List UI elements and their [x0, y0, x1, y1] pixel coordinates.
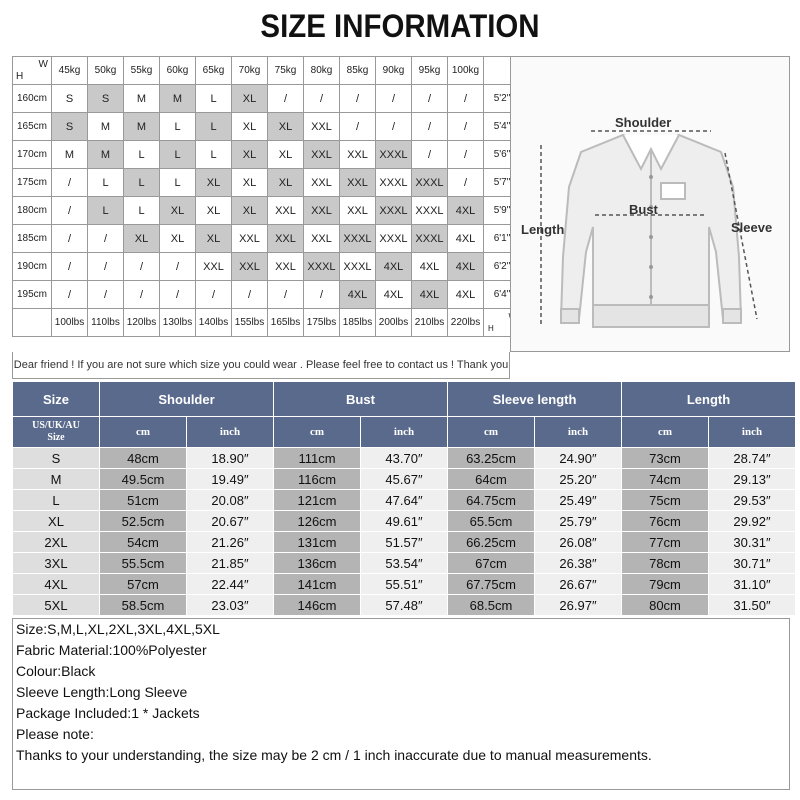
size-cell: L: [196, 113, 232, 141]
measurement-cell: 45.67″: [361, 469, 448, 490]
measurement-cell: 29.92″: [709, 511, 796, 532]
size-cell: XXL: [304, 169, 340, 197]
product-info: [12, 618, 790, 790]
size-cell: /: [340, 85, 376, 113]
size-cell: 4XL: [448, 253, 484, 281]
measurement-cell: 131cm: [274, 532, 361, 553]
page-title: SIZE INFORMATION: [260, 8, 540, 44]
height-cm: 160cm: [13, 85, 52, 113]
measurement-cell: 76cm: [622, 511, 709, 532]
size-cell: L: [160, 141, 196, 169]
size-label: S: [13, 448, 100, 469]
grid-lbs-row: [13, 309, 521, 337]
size-cell: /: [160, 253, 196, 281]
size-cell: XXL: [304, 141, 340, 169]
weight-lbs: 210lbs: [412, 309, 448, 337]
measurement-cell: 18.90″: [187, 448, 274, 469]
size-cell: XL: [232, 169, 268, 197]
measurement-cell: 63.25cm: [448, 448, 535, 469]
height-cm: 170cm: [13, 141, 52, 169]
size-cell: XXXL: [340, 253, 376, 281]
unit-header: cm: [274, 417, 361, 448]
size-cell: XXXL: [412, 169, 448, 197]
size-cell: XXL: [268, 225, 304, 253]
measurement-cell: 51.57″: [361, 532, 448, 553]
size-cell: /: [412, 85, 448, 113]
measurement-cell: 121cm: [274, 490, 361, 511]
info-line: Colour:Black: [16, 663, 96, 679]
size-cell: L: [196, 85, 232, 113]
measurement-cell: 75cm: [622, 490, 709, 511]
measurement-cell: 52.5cm: [100, 511, 187, 532]
measurement-cell: 136cm: [274, 553, 361, 574]
measurement-cell: 67.75cm: [448, 574, 535, 595]
size-cell: M: [124, 85, 160, 113]
measurement-cell: 141cm: [274, 574, 361, 595]
grid-row: [13, 141, 521, 169]
grid-row: [13, 85, 521, 113]
size-cell: /: [412, 141, 448, 169]
length-label: Length: [521, 222, 565, 237]
grid-row: [13, 169, 521, 197]
size-cell: /: [232, 281, 268, 309]
size-cell: 4XL: [412, 253, 448, 281]
measurement-cell: 57cm: [100, 574, 187, 595]
size-cell: XL: [196, 197, 232, 225]
size-cell: /: [268, 281, 304, 309]
size-cell: L: [160, 113, 196, 141]
size-cell: L: [124, 197, 160, 225]
size-cell: /: [196, 281, 232, 309]
height-cm: 165cm: [13, 113, 52, 141]
size-cell: XL: [160, 225, 196, 253]
size-cell: XL: [268, 169, 304, 197]
info-line: Thanks to your understanding, the size may be 2 cm / 1 inch inaccurate due to manual measurements.: [16, 747, 652, 763]
size-row: [13, 553, 796, 574]
size-row: [13, 469, 796, 490]
size-row: [13, 532, 796, 553]
size-label: 3XL: [13, 553, 100, 574]
corner-h-label: H: [16, 71, 24, 82]
weight-lbs: 220lbs: [448, 309, 484, 337]
measurement-cell: 68.5cm: [448, 595, 535, 616]
jacket-diagram: [510, 56, 790, 352]
size-cell: L: [88, 197, 124, 225]
size-cell: 4XL: [448, 225, 484, 253]
height-cm: 190cm: [13, 253, 52, 281]
size-label: XL: [13, 511, 100, 532]
unit-header: cm: [622, 417, 709, 448]
grid-row: [13, 113, 521, 141]
size-cell: XXL: [196, 253, 232, 281]
measurement-cell: 31.50″: [709, 595, 796, 616]
grid-row: [13, 253, 521, 281]
size-cell: XXL: [232, 225, 268, 253]
measurement-cell: 55.5cm: [100, 553, 187, 574]
size-cell: L: [160, 169, 196, 197]
measurement-cell: 78cm: [622, 553, 709, 574]
measurement-cell: 30.31″: [709, 532, 796, 553]
info-line: Package Included:1 * Jackets: [16, 705, 200, 721]
height-cm: 175cm: [13, 169, 52, 197]
weight-lbs: 165lbs: [268, 309, 304, 337]
weight-kg: 100kg: [448, 57, 484, 85]
measurement-cell: 26.38″: [535, 553, 622, 574]
size-cell: /: [52, 281, 88, 309]
weight-kg: 75kg: [268, 57, 304, 85]
size-cell: /: [52, 225, 88, 253]
size-cell: /: [268, 85, 304, 113]
size-cell: /: [88, 253, 124, 281]
measurement-cell: 64cm: [448, 469, 535, 490]
size-cell: /: [340, 113, 376, 141]
bust-label: Bust: [629, 202, 658, 217]
measurement-cell: 67cm: [448, 553, 535, 574]
measurement-cell: 58.5cm: [100, 595, 187, 616]
size-cell: /: [88, 225, 124, 253]
size-cell: S: [52, 85, 88, 113]
size-cell: M: [160, 85, 196, 113]
weight-lbs: 110lbs: [88, 309, 124, 337]
size-cell: /: [160, 281, 196, 309]
size-cell: L: [88, 169, 124, 197]
weight-lbs: 140lbs: [196, 309, 232, 337]
size-cell: /: [124, 253, 160, 281]
column-header: Size: [13, 382, 100, 417]
grid-note: Dear friend ! If you are not sure which size you could wear . Please feel free to contact us ! Thank you: [12, 352, 510, 379]
measurement-cell: 25.20″: [535, 469, 622, 490]
size-cell: 4XL: [448, 197, 484, 225]
measurement-cell: 57.48″: [361, 595, 448, 616]
size-row: [13, 490, 796, 511]
info-line: Size:S,M,L,XL,2XL,3XL,4XL,5XL: [16, 621, 220, 637]
measurement-cell: 20.08″: [187, 490, 274, 511]
info-line: Sleeve Length:Long Sleeve: [16, 684, 188, 700]
measurement-cell: 28.74″: [709, 448, 796, 469]
weight-kg: 60kg: [160, 57, 196, 85]
measurement-cell: 26.67″: [535, 574, 622, 595]
measurement-cell: 23.03″: [187, 595, 274, 616]
measurement-cell: 54cm: [100, 532, 187, 553]
size-cell: /: [52, 253, 88, 281]
measurement-cell: 22.44″: [187, 574, 274, 595]
weight-lbs: 100lbs: [52, 309, 88, 337]
size-cell: /: [304, 85, 340, 113]
size-cell: /: [448, 113, 484, 141]
unit-header: inch: [535, 417, 622, 448]
measurement-cell: 25.49″: [535, 490, 622, 511]
unit-header: cm: [448, 417, 535, 448]
weight-lbs: 185lbs: [340, 309, 376, 337]
size-cell: M: [88, 141, 124, 169]
size-cell: XL: [232, 85, 268, 113]
size-region-line: Size: [47, 432, 65, 443]
weight-kg: 90kg: [376, 57, 412, 85]
column-header: Sleeve length: [448, 382, 622, 417]
size-cell: S: [88, 85, 124, 113]
measurement-cell: 20.67″: [187, 511, 274, 532]
size-cell: /: [448, 141, 484, 169]
size-label: 5XL: [13, 595, 100, 616]
size-cell: XXL: [340, 141, 376, 169]
height-inch: 6'4": [484, 281, 521, 309]
size-cell: L: [124, 141, 160, 169]
measurement-cell: 74cm: [622, 469, 709, 490]
size-cell: /: [376, 113, 412, 141]
size-region-header: [13, 417, 100, 448]
measurement-cell: 24.90″: [535, 448, 622, 469]
measurement-cell: 80cm: [622, 595, 709, 616]
size-table-units: [13, 417, 796, 448]
measurement-cell: 64.75cm: [448, 490, 535, 511]
size-cell: XXL: [340, 197, 376, 225]
measurement-cell: 47.64″: [361, 490, 448, 511]
measurement-cell: 116cm: [274, 469, 361, 490]
shoulder-label: Shoulder: [615, 115, 672, 130]
size-cell: XL: [160, 197, 196, 225]
size-label: 2XL: [13, 532, 100, 553]
corner-w-label: W: [38, 59, 48, 70]
height-inch: 5'9": [484, 197, 521, 225]
measurement-cell: 66.25cm: [448, 532, 535, 553]
measurement-cell: 111cm: [274, 448, 361, 469]
measurement-cell: 19.49″: [187, 469, 274, 490]
measurement-cell: 43.70″: [361, 448, 448, 469]
grid-row: [13, 197, 521, 225]
size-cell: XXXL: [340, 225, 376, 253]
measurement-cell: 77cm: [622, 532, 709, 553]
measurement-cell: 30.71″: [709, 553, 796, 574]
size-cell: XL: [124, 225, 160, 253]
grid-header-row: [13, 57, 521, 85]
weight-kg: 65kg: [196, 57, 232, 85]
size-cell: XXL: [304, 225, 340, 253]
measurement-cell: 79cm: [622, 574, 709, 595]
size-cell: /: [376, 85, 412, 113]
measurement-cell: 31.10″: [709, 574, 796, 595]
measurement-cell: 65.5cm: [448, 511, 535, 532]
weight-lbs: 200lbs: [376, 309, 412, 337]
size-cell: XXXL: [376, 169, 412, 197]
size-cell: XL: [268, 141, 304, 169]
weight-kg: 85kg: [340, 57, 376, 85]
measurement-cell: 26.97″: [535, 595, 622, 616]
weight-kg: 80kg: [304, 57, 340, 85]
measurement-cell: 29.53″: [709, 490, 796, 511]
size-cell: XXL: [268, 197, 304, 225]
size-cell: XXL: [340, 169, 376, 197]
measurement-cell: 48cm: [100, 448, 187, 469]
size-cell: L: [124, 169, 160, 197]
measurement-cell: 146cm: [274, 595, 361, 616]
column-header: Shoulder: [100, 382, 274, 417]
unit-header: cm: [100, 417, 187, 448]
column-header: Bust: [274, 382, 448, 417]
measurement-cell: 73cm: [622, 448, 709, 469]
weight-lbs: 155lbs: [232, 309, 268, 337]
measurement-cell: 53.54″: [361, 553, 448, 574]
weight-lbs: 120lbs: [124, 309, 160, 337]
sleeve-label: Sleeve: [731, 220, 773, 235]
size-cell: 4XL: [412, 281, 448, 309]
grid-corner: [13, 57, 52, 85]
measurement-cell: 49.5cm: [100, 469, 187, 490]
unit-header: inch: [187, 417, 274, 448]
size-cell: XXXL: [412, 197, 448, 225]
height-inch: 5'7": [484, 169, 521, 197]
size-cell: /: [304, 281, 340, 309]
size-cell: /: [124, 281, 160, 309]
column-header: Length: [622, 382, 796, 417]
grid-row: [13, 225, 521, 253]
size-label: L: [13, 490, 100, 511]
measurement-cell: 49.61″: [361, 511, 448, 532]
size-cell: /: [88, 281, 124, 309]
height-weight-grid: [12, 56, 521, 337]
size-cell: L: [196, 141, 232, 169]
size-cell: XXL: [232, 253, 268, 281]
size-table: [12, 381, 796, 616]
weight-kg: 50kg: [88, 57, 124, 85]
weight-kg: 55kg: [124, 57, 160, 85]
size-cell: XXXL: [376, 225, 412, 253]
measurement-cell: 21.26″: [187, 532, 274, 553]
height-inch: 5'2": [484, 85, 521, 113]
height-cm: 180cm: [13, 197, 52, 225]
weight-lbs: 175lbs: [304, 309, 340, 337]
grid-row: [13, 281, 521, 309]
size-cell: XL: [196, 225, 232, 253]
size-region-line: US/UK/AU: [32, 420, 80, 431]
measurement-cell: 126cm: [274, 511, 361, 532]
height-cm: 195cm: [13, 281, 52, 309]
size-cell: 4XL: [448, 281, 484, 309]
weight-kg: 70kg: [232, 57, 268, 85]
measurement-cell: 29.13″: [709, 469, 796, 490]
size-cell: XXXL: [304, 253, 340, 281]
size-cell: /: [52, 197, 88, 225]
size-row: [13, 595, 796, 616]
weight-kg: 95kg: [412, 57, 448, 85]
height-inch: 6'1": [484, 225, 521, 253]
size-cell: M: [124, 113, 160, 141]
size-cell: /: [448, 85, 484, 113]
measurement-cell: 21.85″: [187, 553, 274, 574]
size-cell: XL: [268, 113, 304, 141]
size-cell: 4XL: [376, 253, 412, 281]
height-inch: 5'4": [484, 113, 521, 141]
size-cell: XL: [232, 113, 268, 141]
info-line: Fabric Material:100%Polyester: [16, 642, 207, 658]
size-label: M: [13, 469, 100, 490]
size-cell: /: [412, 113, 448, 141]
size-cell: S: [52, 113, 88, 141]
corner-h-label: H: [488, 324, 494, 333]
size-table-header: [13, 382, 796, 417]
size-cell: 4XL: [376, 281, 412, 309]
size-label: 4XL: [13, 574, 100, 595]
height-inch: 6'2": [484, 253, 521, 281]
weight-lbs: 130lbs: [160, 309, 196, 337]
height-cm: 185cm: [13, 225, 52, 253]
grid-blank: [13, 309, 52, 337]
size-row: [13, 511, 796, 532]
size-cell: M: [88, 113, 124, 141]
weight-kg: 45kg: [52, 57, 88, 85]
measurement-cell: 51cm: [100, 490, 187, 511]
unit-header: inch: [709, 417, 796, 448]
size-cell: XXXL: [412, 225, 448, 253]
height-inch: 5'6": [484, 141, 521, 169]
size-cell: M: [52, 141, 88, 169]
unit-header: inch: [361, 417, 448, 448]
size-cell: /: [52, 169, 88, 197]
size-cell: XL: [232, 141, 268, 169]
size-cell: XXXL: [376, 141, 412, 169]
size-cell: XXXL: [376, 197, 412, 225]
info-line: Please note:: [16, 726, 94, 742]
measurement-cell: 26.08″: [535, 532, 622, 553]
size-row: [13, 448, 796, 469]
measurement-cell: 25.79″: [535, 511, 622, 532]
size-cell: /: [448, 169, 484, 197]
size-cell: XXL: [268, 253, 304, 281]
size-cell: XL: [232, 197, 268, 225]
size-cell: XXL: [304, 197, 340, 225]
measurement-cell: 55.51″: [361, 574, 448, 595]
size-cell: XXL: [304, 113, 340, 141]
size-row: [13, 574, 796, 595]
size-cell: XL: [196, 169, 232, 197]
size-cell: 4XL: [340, 281, 376, 309]
